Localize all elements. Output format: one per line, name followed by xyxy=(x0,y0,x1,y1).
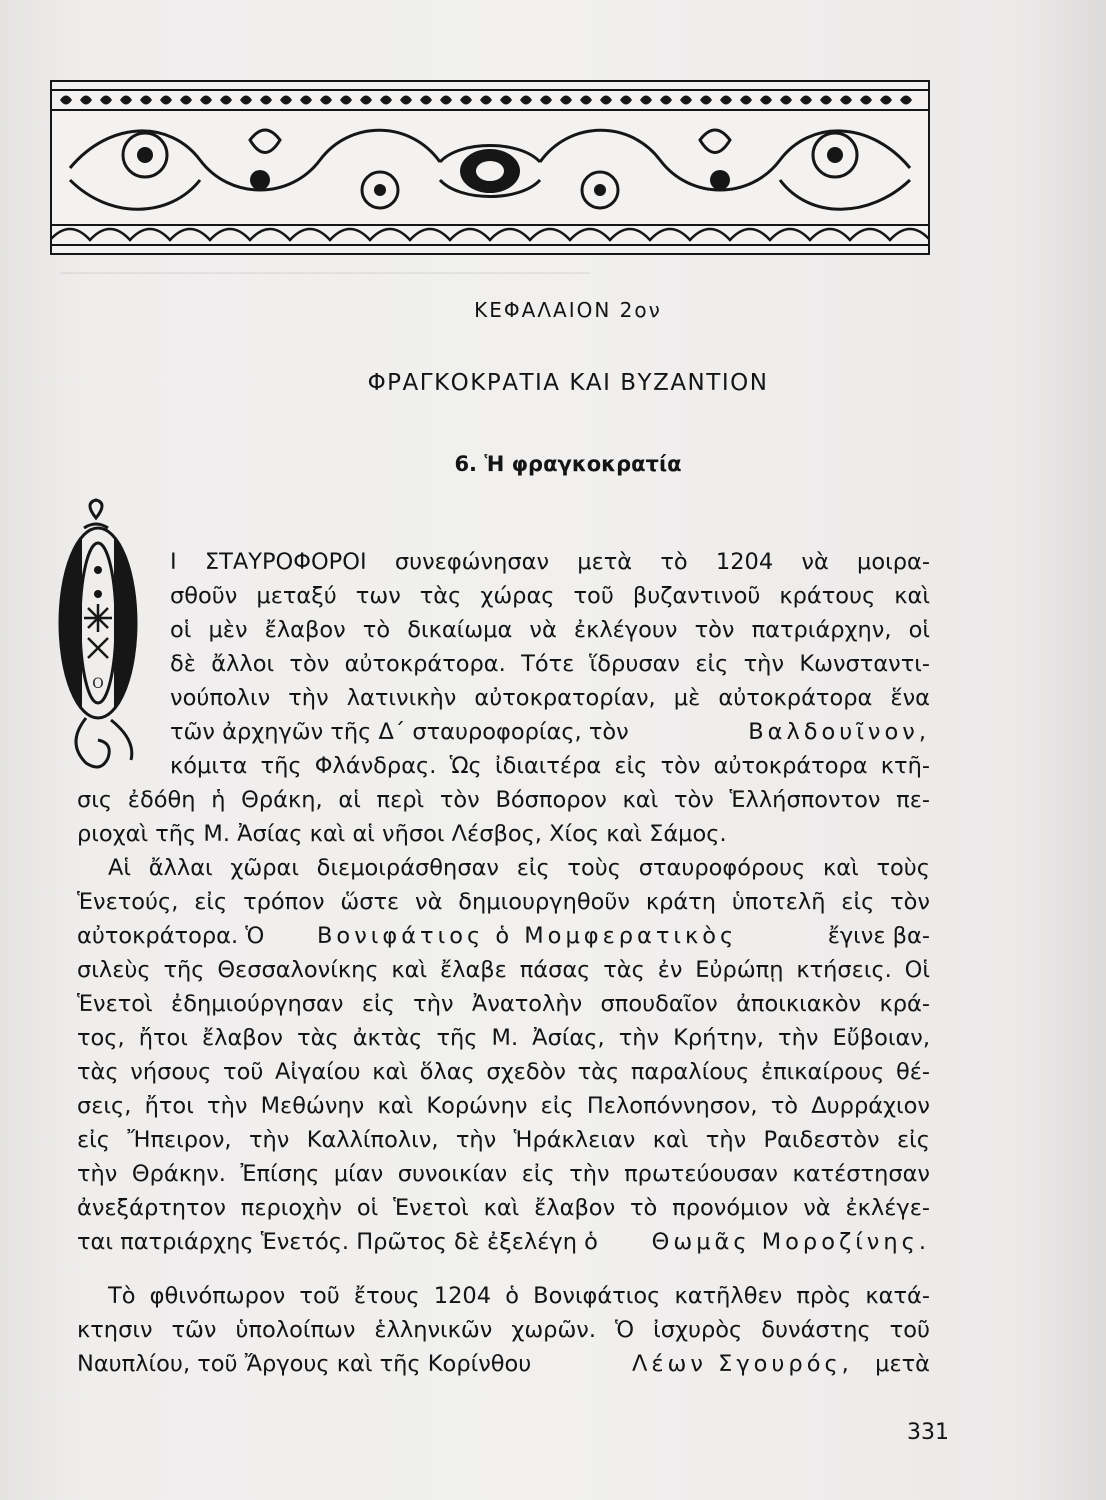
text-line: Αἱ ἄλλαι χῶραι διεμοιράσθησαν εἰς τοὺς σταυροφόρους καὶ τοὺς xyxy=(108,855,930,881)
text-line: Ι ΣΤΑΥΡΟΦΟΡΟΙ συνεφώνησαν μετὰ τὸ 1204 νὰ μοιρα- xyxy=(170,549,930,575)
text-line: κτησιν τῶν ὑπολοίπων ἑλληνικῶν χωρῶν. Ὁ ἰσχυρὸς δυνάστης τοῦ xyxy=(77,1317,930,1343)
text-line xyxy=(77,1225,930,1259)
section-title: 6. Ἡ φραγκοκρατία xyxy=(454,452,682,476)
spaced-name: Βαλδουῖνον, xyxy=(748,719,930,745)
text-line: σεις, ἤτοι τὴν Μεθώνην καὶ Κορώνην εἰς Πελοπόννησον, τὸ Δυρράχιον xyxy=(77,1093,930,1119)
ornamental-dropcap xyxy=(56,498,156,798)
dropcap-letter: Ο xyxy=(92,676,104,692)
bleed-through-texture: ──────────────────────────────────────────── xyxy=(60,261,590,285)
text-line: δὲ ἄλλοι τὸν αὐτοκράτορα. Τότε ἵδρυσαν εἰς τὴν Κωνσταντι- xyxy=(170,651,930,677)
text-line-part: μετὰ xyxy=(875,1351,930,1377)
text-line xyxy=(77,919,930,953)
spaced-name: Βονιφάτιος ὁ Μομφερατικὸς xyxy=(317,923,738,949)
text-line: ριοχαὶ τῆς Μ. Ἀσίας καὶ αἱ νῆσοι Λέσβος, Χίος καὶ Σάμος. xyxy=(77,821,727,847)
spaced-name: Λέων Σγουρός, xyxy=(632,1351,853,1377)
text-line: Τὸ φθινόπωρον τοῦ ἔτους 1204 ὁ Βονιφάτιος κατῆλθεν πρὸς κατά- xyxy=(108,1283,930,1309)
text-line-part: ται πατριάρχης Ἑνετός. Πρῶτος δὲ ἐξελέγη ὁ xyxy=(77,1229,598,1255)
text-line-part: αὐτοκράτορα. Ὁ xyxy=(77,923,265,949)
text-line: οἱ μὲν ἔλαβον τὸ δικαίωμα νὰ ἐκλέγουν τὸν πατριάρχην, οἱ xyxy=(170,617,930,643)
text-line: Ἑνετοὶ ἐδημιούργησαν εἰς τὴν Ἀνατολὴν σπουδαῖον ἀποικιακὸν κρά- xyxy=(77,991,930,1017)
ornamental-banner xyxy=(50,80,930,255)
text-line-part: ἔγινε βα- xyxy=(827,923,930,949)
text-line: εἰς Ἤπειρον, τὴν Καλλίπολιν, τὴν Ἡράκλειαν καὶ τὴν Ραιδεστὸν εἰς xyxy=(77,1127,930,1153)
text-line: Ἑνετούς, εἰς τρόπον ὥστε νὰ δημιουργηθοῦν κράτη ὑποτελῆ εἰς τὸν xyxy=(77,889,930,915)
page-number: 331 xyxy=(907,1420,949,1445)
text-line: σις ἐδόθη ἡ Θράκη, αἱ περὶ τὸν Βόσπορον καὶ τὸν Ἑλλήσποντον πε- xyxy=(77,787,930,813)
text-line: κόμιτα τῆς Φλάνδρας. Ὡς ἰδιαιτέρα εἰς τὸν αὐτοκράτορα κτῆ- xyxy=(170,753,930,779)
text-line: τος, ἤτοι ἔλαβον τὰς ἀκτὰς τῆς Μ. Ἀσίας, τὴν Κρήτην, τὴν Εὔβοιαν, xyxy=(77,1025,930,1051)
text-line xyxy=(77,1347,930,1381)
text-line: τὰς νήσους τοῦ Αἰγαίου καὶ ὅλας σχεδὸν τὰς παραλίους ἐπικαίρους θέ- xyxy=(77,1059,930,1085)
text-line: ἀνεξάρτητον περιοχὴν οἱ Ἑνετοὶ καὶ ἔλαβον τὸ προνόμιον νὰ ἐκλέγε- xyxy=(77,1195,930,1221)
text-line: σιλεὺς τῆς Θεσσαλονίκης καὶ ἔλαβε πάσας τὰς ἐν Εὐρώπῃ κτήσεις. Οἱ xyxy=(77,957,930,983)
text-line-part: Ναυπλίου, τοῦ Ἄργους καὶ τῆς Κορίνθου xyxy=(77,1351,532,1377)
chapter-label: ΚΕΦΑΛΑΙΟΝ 2ον xyxy=(474,298,662,322)
text-line: νούπολιν τὴν λατινικὴν αὐτοκρατορίαν, μὲ αὐτοκράτορα ἕνα xyxy=(170,685,930,711)
spaced-name: Θωμᾶς Μοροζίνης. xyxy=(651,1229,930,1255)
text-line-part: τῶν ἀρχηγῶν τῆς Δ΄ σταυροφορίας, τὸν xyxy=(170,719,629,745)
text-line xyxy=(170,715,930,749)
text-line: τὴν Θράκην. Ἐπίσης μίαν συνοικίαν εἰς τὴν πρωτεύουσαν κατέστησαν xyxy=(77,1161,930,1187)
text-line: σθοῦν μεταξύ των τὰς χώρας τοῦ βυζαντινοῦ κράτους καὶ xyxy=(170,583,930,609)
chapter-title: ΦΡΑΓΚΟΚΡΑΤΙΑ ΚΑΙ ΒΥΖΑΝΤΙΟΝ xyxy=(367,370,769,396)
